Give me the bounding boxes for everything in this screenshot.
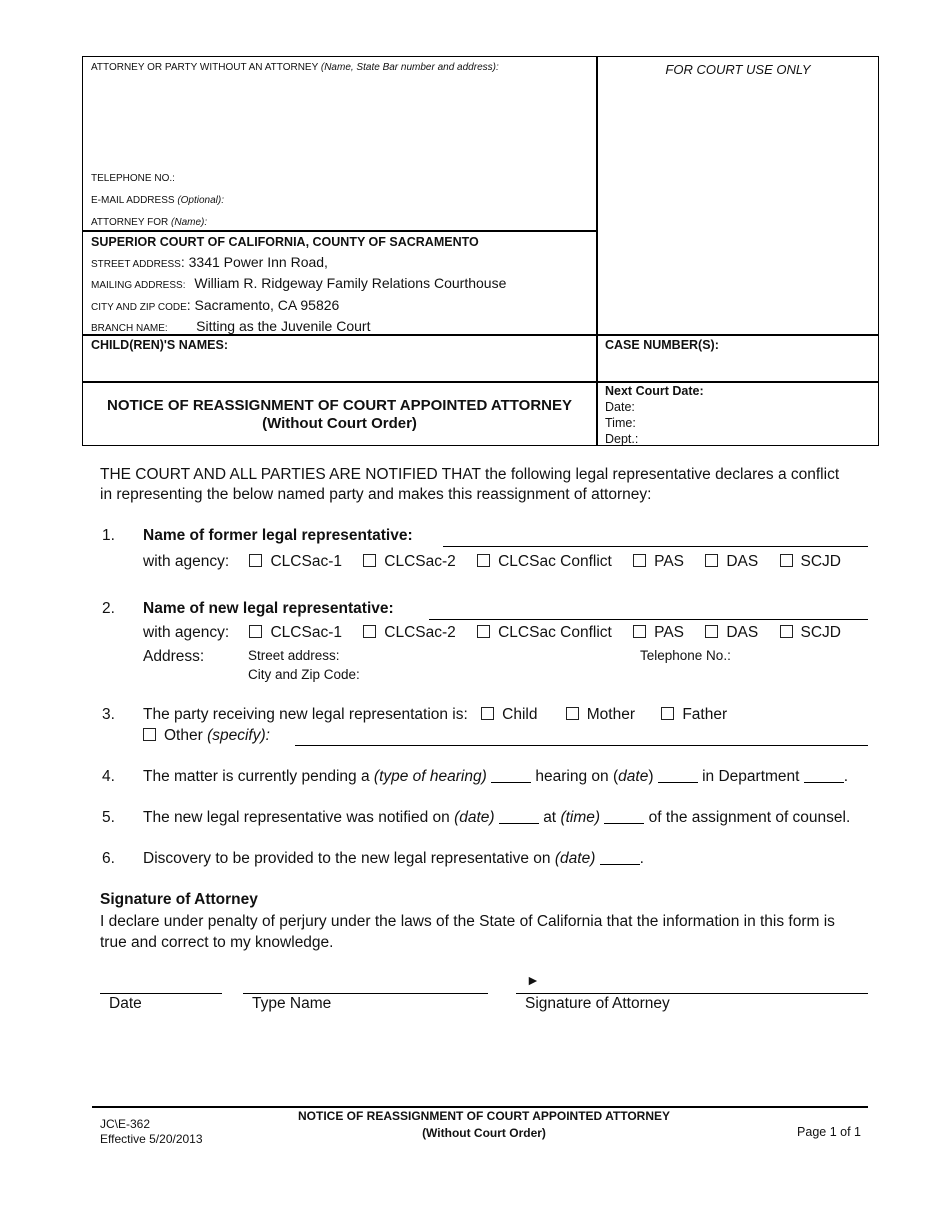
hearing-date-blank[interactable] <box>658 768 698 783</box>
new-agency-scjd-checkbox[interactable] <box>780 625 793 638</box>
new-rep-name-line[interactable] <box>429 619 868 620</box>
hearing-type-blank[interactable] <box>491 768 531 783</box>
former-rep-name-line[interactable] <box>443 546 868 547</box>
mailing-address-row: MAILING ADDRESS: William R. Ridgeway Family Relations Courthouse <box>91 275 507 291</box>
pending-hearing-row: The matter is currently pending a (type of hearing) hearing on (date) in Department . <box>143 768 849 785</box>
item-number-1: 1. <box>102 527 115 544</box>
item-number-3: 3. <box>102 706 115 723</box>
court-name: SUPERIOR COURT OF CALIFORNIA, COUNTY OF SACRAMENTO <box>91 235 479 249</box>
city-zip-row: CITY AND ZIP CODE: Sacramento, CA 95826 <box>91 297 340 313</box>
party-mother-checkbox[interactable] <box>566 707 579 720</box>
caption-divider <box>596 56 598 446</box>
department-blank[interactable] <box>804 768 844 783</box>
attorney-label: ATTORNEY OR PARTY WITHOUT AN ATTORNEY (Name, State Bar number and address): <box>91 62 499 73</box>
discovery-date-blank[interactable] <box>600 850 640 865</box>
city-zip-field[interactable]: City and Zip Code: <box>248 667 360 682</box>
new-agency-clcsac1-checkbox[interactable] <box>249 625 262 638</box>
new-rep-label: Name of new legal representative: <box>143 600 394 617</box>
date-line[interactable] <box>100 993 222 994</box>
address-label: Address: <box>143 648 205 665</box>
date-caption: Date <box>109 995 142 1012</box>
page-number: Page 1 of 1 <box>797 1125 861 1139</box>
court-use-label: FOR COURT USE ONLY <box>665 62 811 77</box>
former-agency-scjd-checkbox[interactable] <box>780 554 793 567</box>
signature-line[interactable] <box>516 993 868 994</box>
type-name-line[interactable] <box>243 993 488 994</box>
other-specify-line[interactable] <box>295 745 868 746</box>
new-agency-clcsac-conflict-checkbox[interactable] <box>477 625 490 638</box>
party-father-checkbox[interactable] <box>661 707 674 720</box>
party-other-row: Other (specify): <box>143 727 270 745</box>
party-child-checkbox[interactable] <box>481 707 494 720</box>
type-name-caption: Type Name <box>252 995 332 1012</box>
signature-heading: Signature of Attorney <box>100 891 258 908</box>
signature-caption: Signature of Attorney <box>525 995 670 1012</box>
former-rep-label: Name of former legal representative: <box>143 527 413 544</box>
notified-time-blank[interactable] <box>604 809 644 824</box>
new-agency-clcsac2-checkbox[interactable] <box>363 625 376 638</box>
discovery-row: Discovery to be provided to the new legal representative on (date) . <box>143 850 644 867</box>
title-row-divider <box>82 381 879 383</box>
next-court-date-block: Next Court Date: Date: Time: Dept.: <box>605 384 704 446</box>
party-other-checkbox[interactable] <box>143 728 156 741</box>
court-section-divider <box>82 230 597 232</box>
former-agency-clcsac2-checkbox[interactable] <box>363 554 376 567</box>
street-address-row: STREET ADDRESS: 3341 Power Inn Road, <box>91 254 328 270</box>
item-number-4: 4. <box>102 768 115 785</box>
branch-row: BRANCH NAME: Sitting as the Juvenile Court <box>91 318 371 334</box>
new-agency-row: with agency: CLCSac-1 CLCSac-2 CLCSac Conflict PAS DAS SCJD <box>143 624 841 641</box>
attorney-for-label: ATTORNEY FOR (Name): <box>91 217 208 228</box>
former-agency-das-checkbox[interactable] <box>705 554 718 567</box>
former-agency-pas-checkbox[interactable] <box>633 554 646 567</box>
footer-title: NOTICE OF REASSIGNMENT OF COURT APPOINTED ATTORNEY (Without Court Order) <box>297 1109 670 1140</box>
item-number-6: 6. <box>102 850 115 867</box>
form-title: NOTICE OF REASSIGNMENT OF COURT APPOINTED ATTORNEY (Without Court Order) <box>106 397 572 432</box>
case-number-label: CASE NUMBER(S): <box>605 338 719 352</box>
notified-date-blank[interactable] <box>499 809 539 824</box>
new-agency-pas-checkbox[interactable] <box>633 625 646 638</box>
email-label: E-MAIL ADDRESS (Optional): <box>91 195 225 206</box>
signature-arrow-icon: ► <box>526 972 540 988</box>
form-id-block: JC\E-362 Effective 5/20/2013 <box>100 1117 203 1146</box>
children-names-label: CHILD(REN)'S NAMES: <box>91 338 228 352</box>
former-agency-clcsac1-checkbox[interactable] <box>249 554 262 567</box>
street-address-field[interactable]: Street address: <box>248 648 340 663</box>
former-agency-row: with agency: CLCSac-1 CLCSac-2 CLCSac Conflict PAS DAS SCJD <box>143 553 841 570</box>
notified-row: The new legal representative was notified on (date) at (time) of the assignment of counsel. <box>143 809 851 826</box>
former-agency-clcsac-conflict-checkbox[interactable] <box>477 554 490 567</box>
caption-box <box>82 56 879 446</box>
intro-paragraph: THE COURT AND ALL PARTIES ARE NOTIFIED THAT the following legal representative declares a conflict in representing the below named party and makes this reassignment of attorney: <box>100 466 840 503</box>
item-number-2: 2. <box>102 600 115 617</box>
declaration-text: I declare under penalty of perjury under the laws of the State of California that the information in this form is true and correct to my knowledge. <box>100 913 835 951</box>
telephone-label: TELEPHONE NO.: <box>91 173 175 184</box>
new-agency-das-checkbox[interactable] <box>705 625 718 638</box>
party-row: The party receiving new legal representation is: Child Mother Father <box>143 706 728 723</box>
item-number-5: 5. <box>102 809 115 826</box>
telephone-field[interactable]: Telephone No.: <box>640 648 731 663</box>
